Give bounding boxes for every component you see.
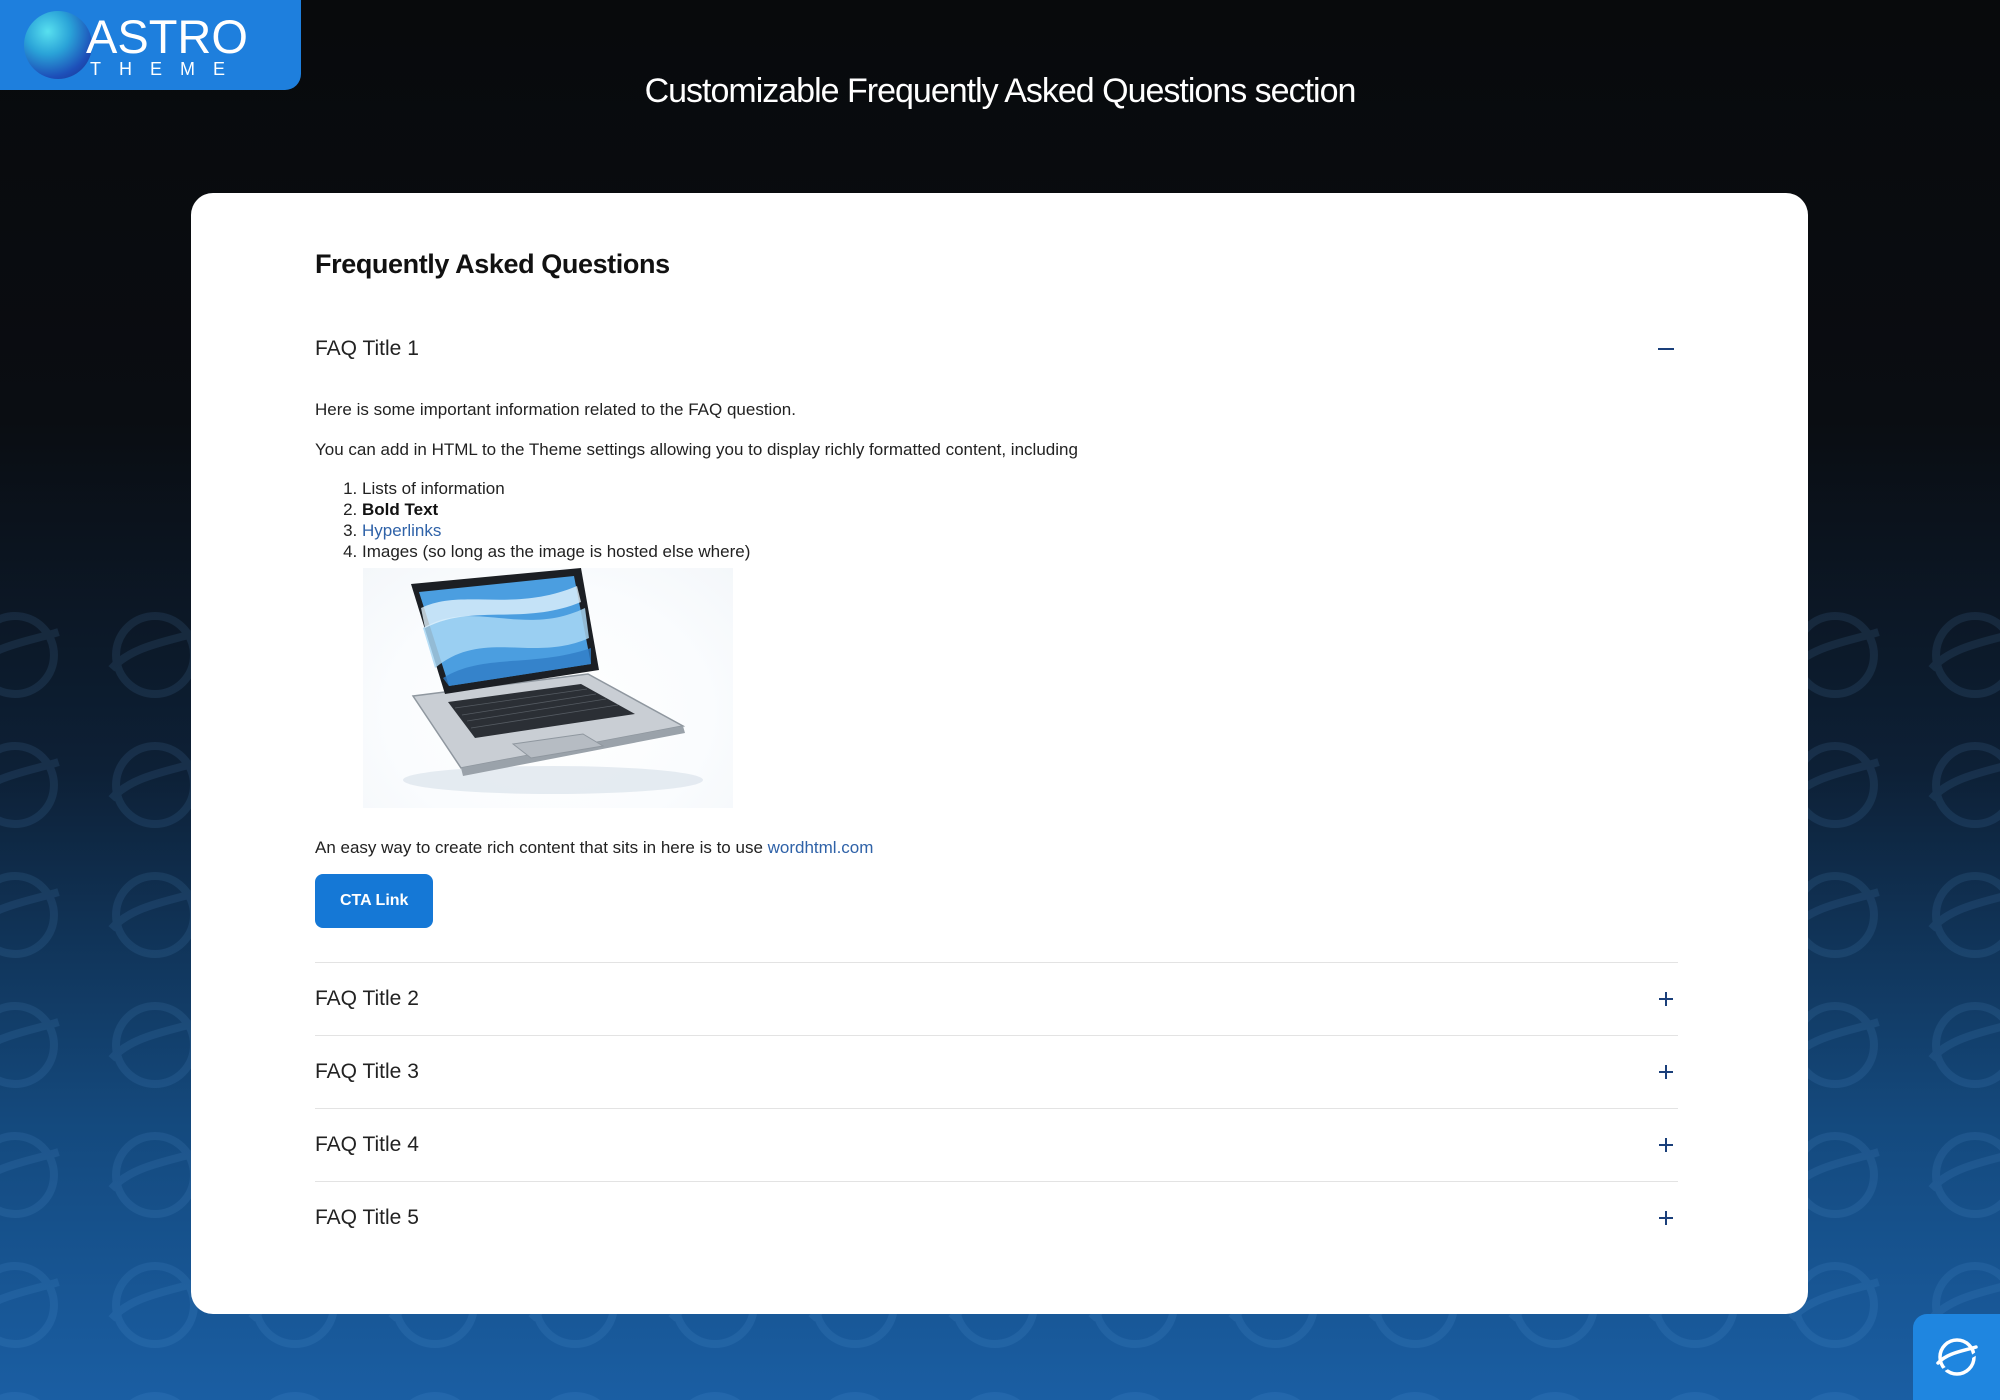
faq-card (191, 193, 1808, 1314)
list-item: 1. Lists of information (362, 478, 1678, 499)
pattern-logo-icon (0, 1120, 70, 1230)
brand-subname: THEME (90, 58, 243, 79)
pattern-logo-icon (1920, 1120, 2000, 1230)
faq-item-title: FAQ Title 4 (315, 1133, 419, 1156)
faq-answer (315, 374, 1678, 962)
plus-icon[interactable] (1654, 1206, 1678, 1230)
pattern-logo-icon (0, 990, 70, 1100)
logo-orb-icon (24, 11, 92, 79)
faq-item-header[interactable] (315, 1109, 1678, 1181)
pattern-logo-icon (940, 1380, 1050, 1400)
pattern-logo-icon (0, 1250, 70, 1360)
faq-heading: Frequently Asked Questions (315, 249, 670, 279)
pattern-logo-icon (380, 1380, 490, 1400)
faq-item-4 (315, 1109, 1678, 1182)
faq-item-title: FAQ Title 5 (315, 1206, 419, 1229)
pattern-logo-icon (100, 1380, 210, 1400)
answer-paragraph: You can add in HTML to the Theme settings allowing you to display richly formatted content, including (315, 440, 1078, 459)
pattern-logo-icon (0, 860, 70, 970)
pattern-logo-icon (0, 1380, 70, 1400)
pattern-logo-icon (520, 1380, 630, 1400)
faq-item-2 (315, 963, 1678, 1036)
plus-icon[interactable] (1654, 987, 1678, 1011)
closing-text-prefix: An easy way to create rich content that sits in here is to use (315, 838, 768, 857)
pattern-logo-icon (1920, 860, 2000, 970)
hyperlink[interactable]: Hyperlinks (362, 521, 442, 540)
page-heading: Customizable Frequently Asked Questions section (644, 72, 1356, 110)
pattern-logo-icon (1500, 1380, 1610, 1400)
pattern-logo-icon (1920, 730, 2000, 840)
minus-icon[interactable] (1654, 337, 1678, 361)
faq-item-1 (315, 324, 1678, 963)
astro-badge-icon (1913, 1314, 2000, 1400)
plus-icon[interactable] (1654, 1133, 1678, 1157)
faq-item-title: FAQ Title 1 (315, 337, 419, 360)
list-item (362, 520, 1678, 541)
faq-item-header[interactable] (315, 1036, 1678, 1108)
answer-list (315, 478, 1678, 562)
pattern-logo-icon (800, 1380, 910, 1400)
pattern-logo-icon (660, 1380, 770, 1400)
faq-item-5 (315, 1182, 1678, 1254)
bold-text: Bold Text (362, 500, 439, 519)
list-item (362, 499, 1678, 520)
faq-item-title: FAQ Title 2 (315, 987, 419, 1010)
pattern-logo-icon (1920, 990, 2000, 1100)
list-item: 4. Images (so long as the image is hosted else where) (362, 541, 1678, 562)
pattern-logo-icon (240, 1380, 350, 1400)
pattern-logo-icon (1080, 1380, 1190, 1400)
answer-paragraph: Here is some important information related to the FAQ question. (315, 400, 796, 419)
pattern-logo-icon (1360, 1380, 1470, 1400)
plus-icon[interactable] (1654, 1060, 1678, 1084)
brand-name: ASTRO (86, 9, 248, 63)
pattern-logo-icon (1920, 600, 2000, 710)
pattern-logo-icon (1780, 1380, 1890, 1400)
laptop-image (363, 568, 733, 808)
pattern-logo-icon (1640, 1380, 1750, 1400)
cta-link-button[interactable]: CTA Link (315, 874, 433, 928)
faq-item-title: FAQ Title 3 (315, 1060, 419, 1083)
faq-item-3 (315, 1036, 1678, 1109)
faq-item-header[interactable] (315, 1182, 1678, 1254)
closing-text (315, 838, 1678, 858)
pattern-logo-icon (0, 730, 70, 840)
pattern-logo-icon (1220, 1380, 1330, 1400)
faq-item-header[interactable] (315, 324, 1678, 374)
faq-item-header[interactable] (315, 963, 1678, 1035)
wordhtml-link[interactable]: wordhtml.com (767, 838, 874, 857)
pattern-logo-icon (0, 600, 70, 710)
